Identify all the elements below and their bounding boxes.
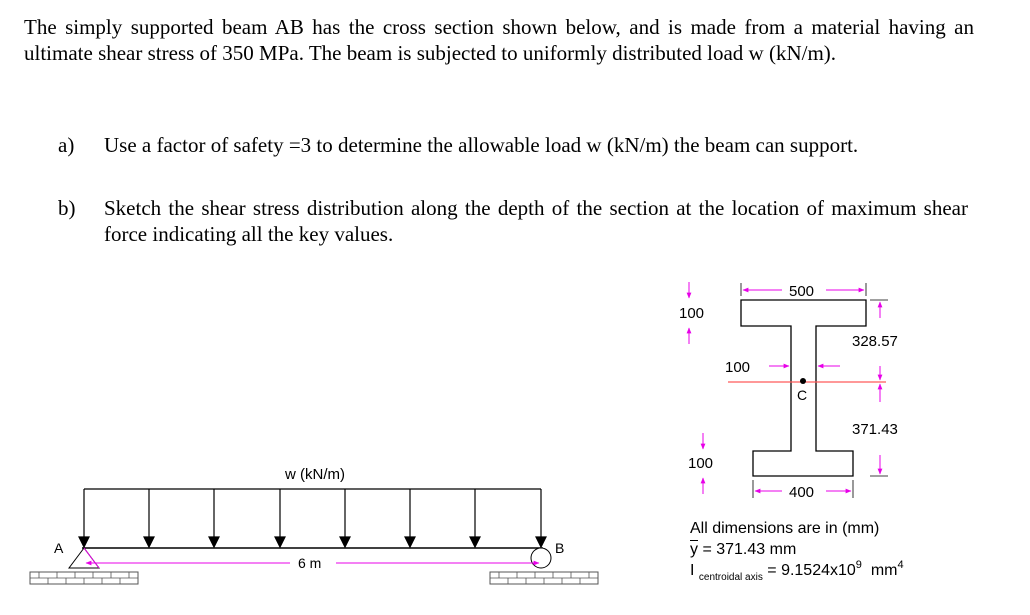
units-note: All dimensions are in (mm) xyxy=(690,520,880,537)
support-b-label: B xyxy=(555,540,565,556)
top-flange-thickness-label: 100 xyxy=(679,305,705,322)
inertia-subscript: centroidal axis xyxy=(698,572,763,583)
inertia-unit-exponent: 4 xyxy=(897,559,904,571)
inertia-unit: mm xyxy=(870,562,898,579)
cross-section xyxy=(679,282,898,501)
inertia-note xyxy=(690,560,1020,583)
part-a-text: Use a factor of safety =3 to determine the allowable load w (kN/m) the beam can support. xyxy=(104,133,859,157)
load-label: w (kN/m) xyxy=(285,466,345,483)
pin-support-a xyxy=(30,548,138,584)
roller-support-b xyxy=(490,548,598,584)
part-b-text: Sketch the shear stress distribution along the depth of the section at the location of maximum shear force indicating all the key values. xyxy=(104,196,968,246)
bottom-width-label: 400 xyxy=(789,484,815,501)
part-a-label: a) xyxy=(58,133,75,157)
inertia-symbol: I xyxy=(690,562,695,579)
ybar-symbol: $\overline{y}$ xyxy=(690,541,698,558)
bottom-flange-thickness-label: 100 xyxy=(688,455,714,472)
support-a-label: A xyxy=(54,540,64,556)
inertia-exponent: 9 xyxy=(855,559,862,571)
ybar-value: = 371.43 mm xyxy=(698,541,797,558)
udl-arrows xyxy=(79,489,546,547)
web-thickness-label: 100 xyxy=(725,359,751,376)
beam-diagram xyxy=(30,466,598,584)
span-label: 6 m xyxy=(298,555,322,571)
bottom-to-centroid-label: 371.43 xyxy=(852,421,898,438)
section-notes xyxy=(690,518,1020,583)
problem-intro: The simply supported beam AB has the cross section shown below, and is made from a material having an ultimate shear stress of 350 MPa. The beam is subjected to uniformly distributed load w (kN/m). xyxy=(24,15,974,65)
centroid-dot xyxy=(800,378,806,384)
inertia-value: = 9.1524x10 xyxy=(762,562,856,579)
centroid-label: C xyxy=(797,387,808,403)
top-to-centroid-label: 328.57 xyxy=(852,333,898,350)
part-b-label: b) xyxy=(58,196,76,220)
ybar-note xyxy=(690,539,1020,560)
top-width-label: 500 xyxy=(789,283,815,300)
